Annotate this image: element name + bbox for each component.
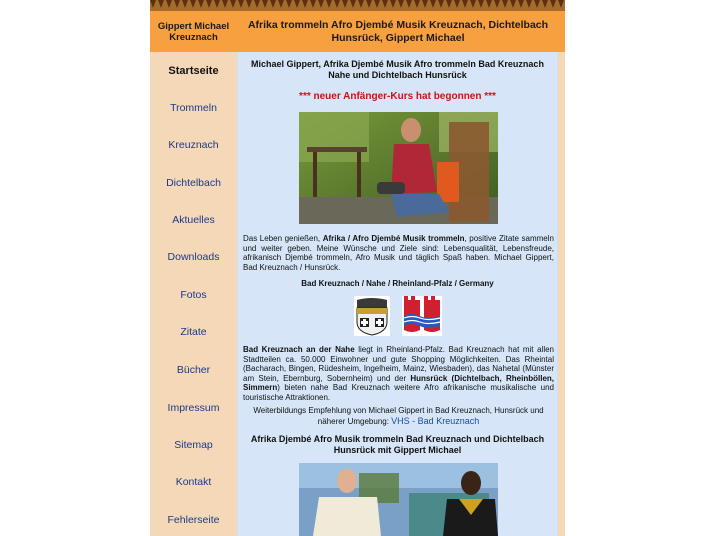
intro-paragraph [243,234,554,272]
city-text-2: ) bieten nahe Bad Kreuznach weitere Afro afrikanische musikalische und touristische Attraktionen. [243,383,554,402]
nav-item-startseite[interactable]: Startseite [168,65,219,77]
training-recommendation [243,406,554,427]
nav-item-trommeln[interactable]: Trommeln [170,102,217,114]
nav-item-downloads[interactable]: Downloads [167,251,220,263]
nav-item-zitate[interactable]: Zitate [180,326,207,338]
site-name: Gippert Michael Kreuznach [157,20,230,43]
right-border-bar [558,52,565,536]
nav-item-kreuznach[interactable]: Kreuznach [168,139,219,151]
main-content [238,52,557,536]
drummer-photo [299,112,498,224]
nav-item-buecher[interactable]: Bücher [176,364,211,376]
page-header [150,11,565,52]
intro-text-bold: Afrika / Afro Djembé Musik trommeln [322,234,465,243]
region-heading: Bad Kreuznach / Nahe / Rheinland-Pfalz / Germany [301,279,494,288]
nav-item-fehlerseite[interactable]: Fehlerseite [167,514,220,526]
training-text: Weiterbildungs Empfehlung von Michael Gippert in Bad Kreuznach, Hunsrück und näherer Umgebung: [253,406,544,426]
page-wrapper [150,0,565,536]
nav-item-sitemap[interactable]: Sitemap [174,439,213,451]
rheinland-pfalz-coat-of-arms-icon [402,296,442,336]
bad-kreuznach-coat-of-arms-icon [352,296,392,336]
main-heading: Michael Gippert, Afrika Djembé Musik Afro trommeln Bad Kreuznach Nahe und Dichtelbach Hunsrück [251,59,544,80]
second-heading: Afrika Djembé Afro Musik trommeln Bad Kreuznach und Dichtelbach Hunsrück mit Gippert Michael [250,434,545,455]
city-text-1: liegt in Rheinland-Pfalz. Bad Kreuznach hat mit allen Stadtteilen ca. 50.000 Einwohner und gute Shopping Möglichkeiten. Das Rheintal (Bacharach, Bingen, Rüdesheim, Ingelheim, Mainz, Wiesbaden), das Nahetal (Münster am Stein, Ebernburg, Sobernheim) und der [243,345,554,383]
nav-item-impressum[interactable]: Impressum [167,402,220,414]
nav-item-aktuelles[interactable]: Aktuelles [172,214,215,226]
nav-item-fotos[interactable]: Fotos [180,289,207,301]
announcement: *** neuer Anfänger-Kurs hat begonnen *** [299,91,496,102]
header-title: Afrika trommeln Afro Djembé Musik Kreuznach, Dichtelbach Hunsrück, Gippert Michael [247,18,549,44]
city-text-bold-2: Hunsrück (Dichtelbach, Rheinböllen, Simmern [243,373,555,392]
intro-text-pre: Das Leben genießen, [243,234,323,243]
city-paragraph [243,345,554,402]
vhs-bad-kreuznach-link[interactable]: VHS - Bad Kreuznach [391,416,480,426]
intro-text-post: , positive Zitate sammeln und weiter geben. Meine Wünsche und Ziele sind: Lebensqualität, Lebensfreude, afrikanisch Djembé trommeln, Afro Musik und täglich Spaß haben. Michael Gippert, Bad Kreuznach / Hunsrück. [243,234,554,272]
nav-item-dichtelbach[interactable]: Dichtelbach [166,177,221,189]
city-text-bold: Bad Kreuznach an der Nahe [243,345,355,354]
decorative-top-strip [150,0,565,11]
sidebar [150,52,237,536]
musicians-photo [299,463,498,536]
nav-item-kontakt[interactable]: Kontakt [175,476,212,488]
